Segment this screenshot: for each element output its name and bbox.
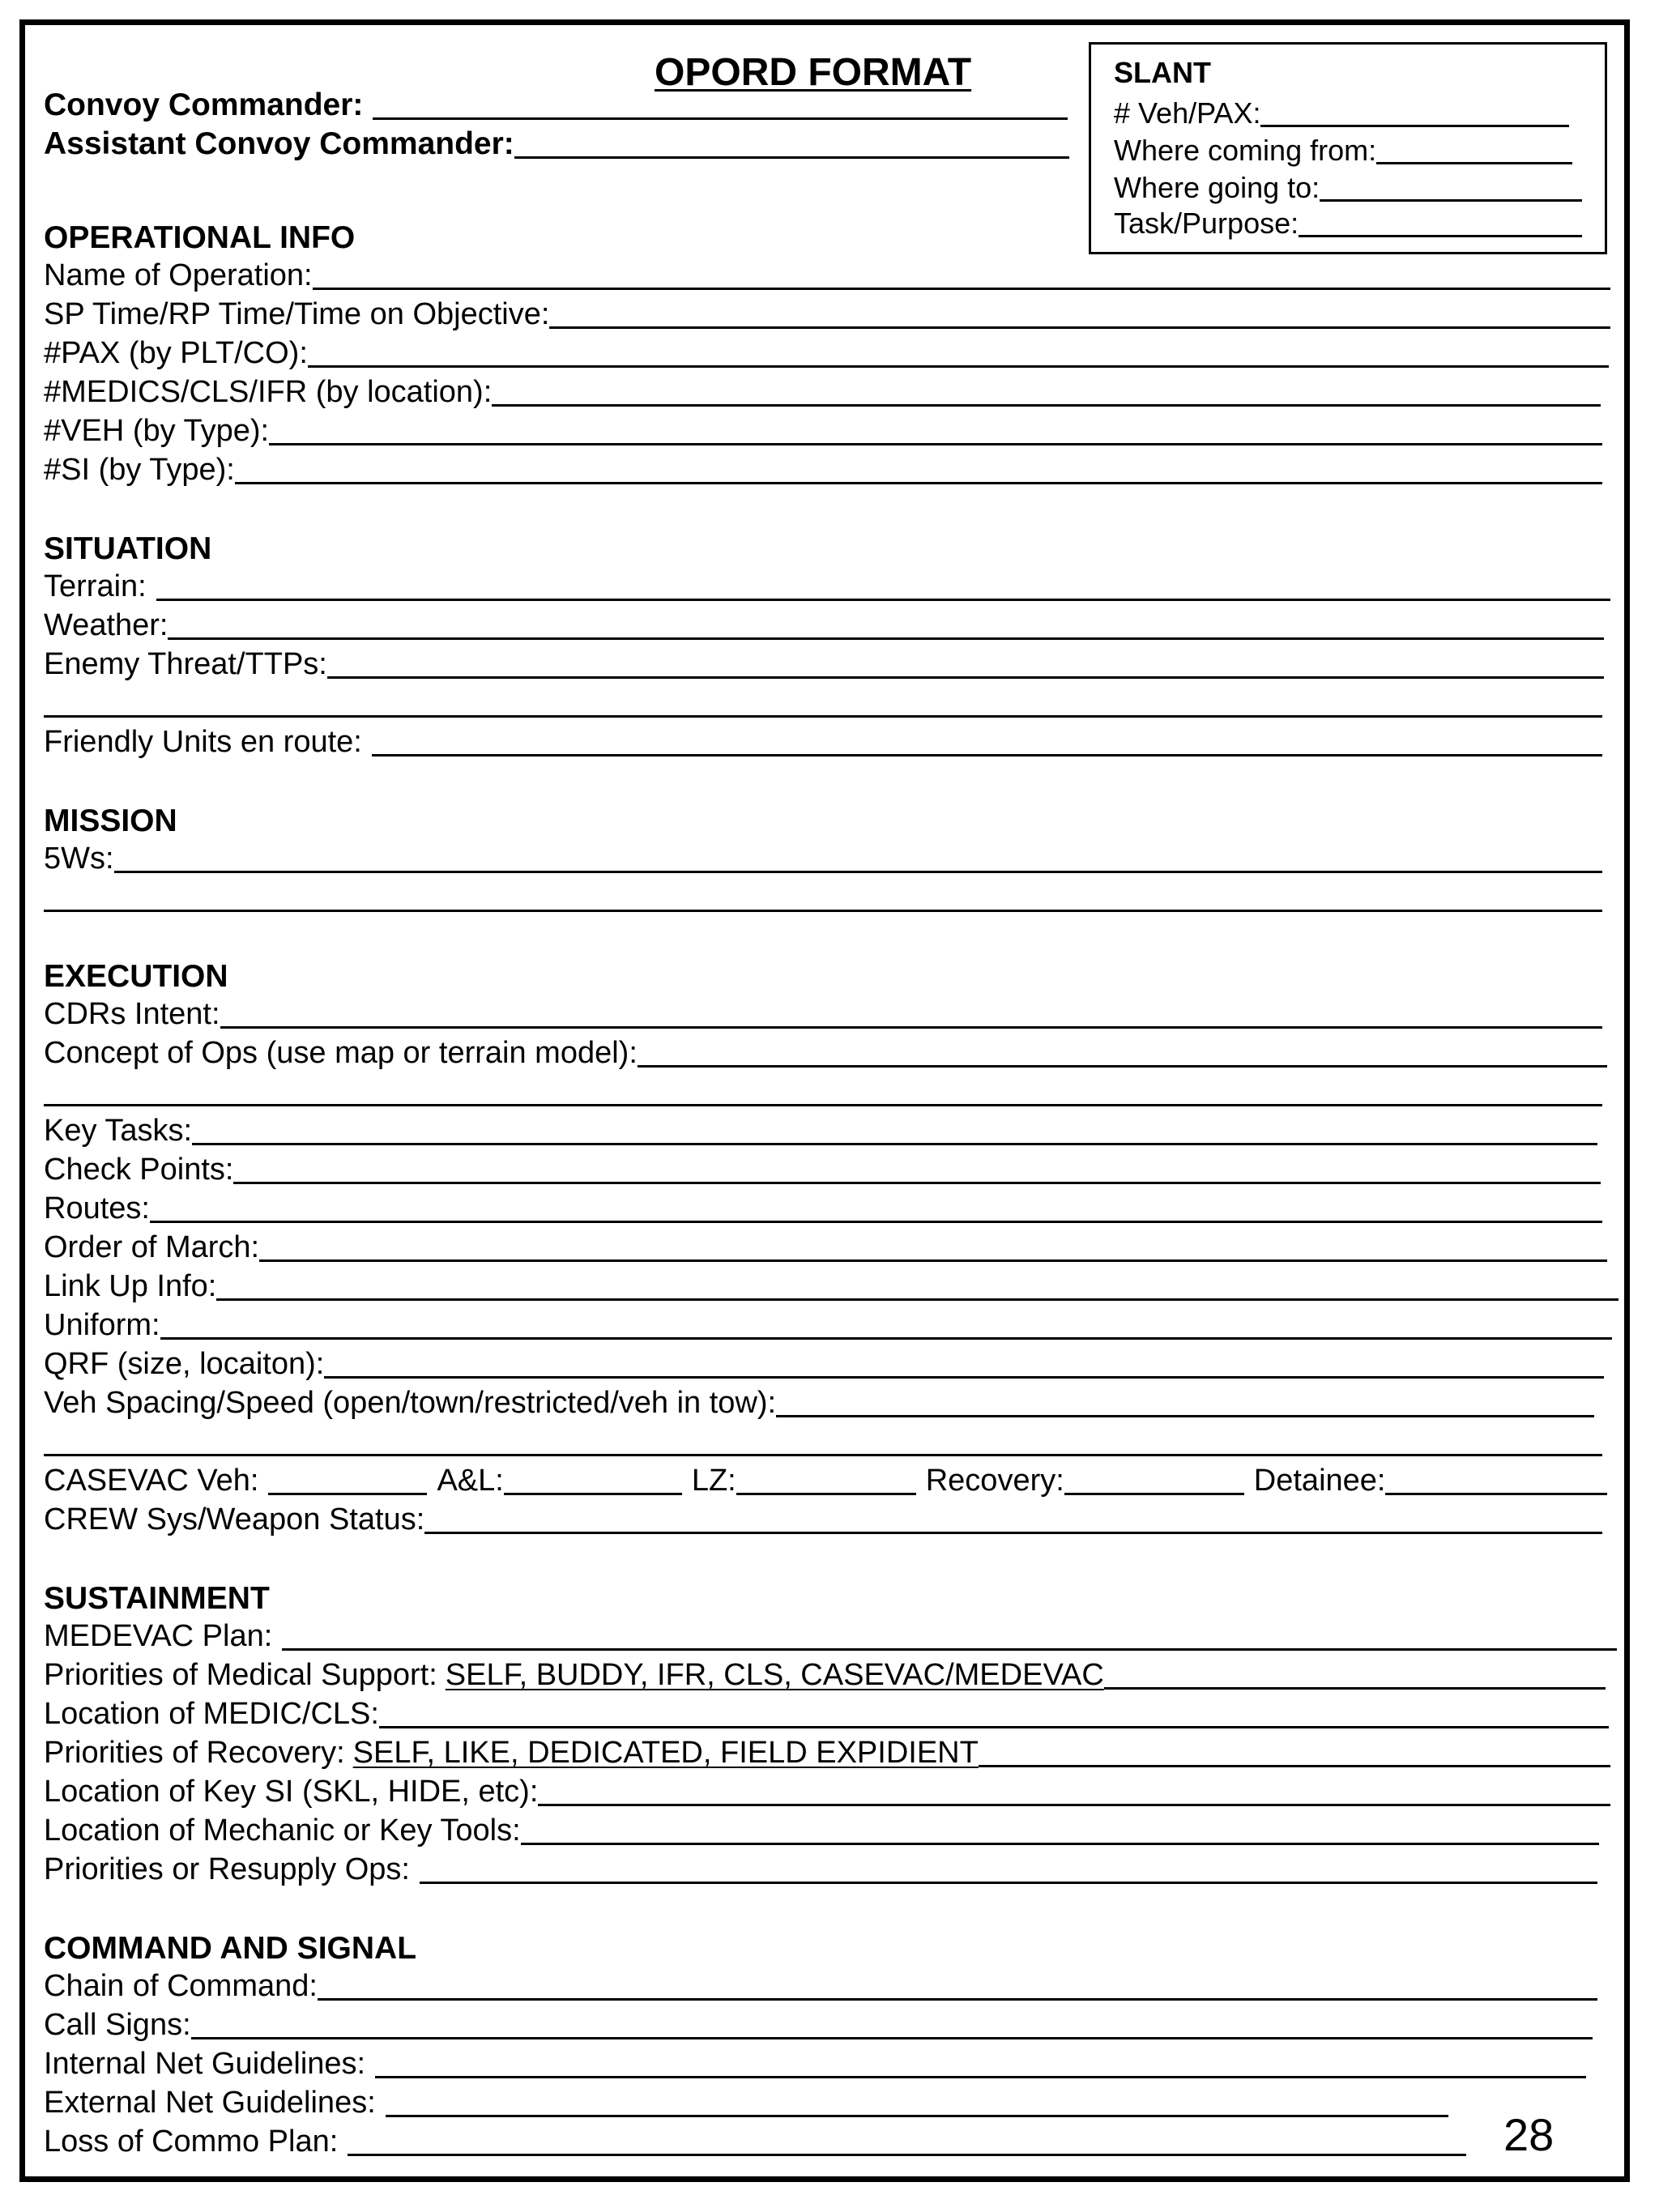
call-signs-row (44, 2007, 1593, 2043)
external-net-field[interactable] (386, 2115, 1448, 2117)
assistant-convoy-commander-label: Assistant Convoy Commander: (44, 126, 514, 161)
priorities-resupply-label: Priorities or Resupply Ops: (44, 1852, 410, 1886)
sp-rp-time-label: SP Time/RP Time/Time on Objective: (44, 297, 550, 331)
priorities-resupply-row (44, 1852, 1597, 1887)
call-signs-label: Call Signs: (44, 2008, 191, 2042)
slant-title: SLANT (1114, 56, 1211, 89)
qrf-field[interactable] (324, 1376, 1604, 1379)
name-of-operation-label: Name of Operation: (44, 258, 313, 292)
chain-of-command-label: Chain of Command: (44, 1969, 318, 2003)
weather-row (44, 607, 1604, 643)
priorities-medical-value: SELF, BUDDY, IFR, CLS, CASEVAC/MEDEVAC (445, 1658, 1104, 1692)
medics-field[interactable] (492, 404, 1601, 407)
link-up-info-field[interactable] (216, 1298, 1618, 1301)
pax-row (44, 335, 1609, 371)
crew-sys-field[interactable] (424, 1532, 1602, 1534)
recovery-label: Recovery: (925, 1464, 1064, 1498)
order-of-march-row (44, 1230, 1607, 1265)
slant-task-purpose-row (1114, 205, 1582, 241)
veh-spacing-row (44, 1385, 1594, 1421)
enemy-threat-label: Enemy Threat/TTPs: (44, 647, 327, 681)
external-net-row (44, 2085, 1448, 2120)
concept-of-ops-continuation-field[interactable] (44, 1104, 1602, 1106)
operational-info-heading: OPERATIONAL INFO (44, 220, 356, 255)
medevac-plan-field[interactable] (282, 1648, 1617, 1651)
cdrs-intent-label: CDRs Intent: (44, 997, 220, 1031)
weather-label: Weather: (44, 608, 168, 642)
medevac-plan-label: MEDEVAC Plan: (44, 1619, 273, 1653)
detainee-label: Detainee: (1253, 1464, 1386, 1498)
location-mechanic-label: Location of Mechanic or Key Tools: (44, 1813, 521, 1848)
order-of-march-field[interactable] (259, 1259, 1607, 1262)
location-key-si-label: Location of Key SI (SKL, HIDE, etc): (44, 1775, 539, 1809)
loss-of-commo-label: Loss of Commo Plan: (44, 2125, 339, 2159)
friendly-units-label: Friendly Units en route: (44, 725, 362, 759)
priorities-medical-row (44, 1657, 1606, 1693)
location-medic-row (44, 1696, 1609, 1732)
loss-of-commo-field[interactable] (348, 2154, 1466, 2156)
qrf-row (44, 1346, 1604, 1382)
name-of-operation-row (44, 258, 1610, 293)
casevac-row (44, 1463, 1607, 1498)
enemy-threat-field[interactable] (327, 676, 1604, 679)
call-signs-field[interactable] (191, 2037, 1593, 2039)
lz-field[interactable] (736, 1493, 916, 1495)
casevac-veh-label: CASEVAC Veh: (44, 1464, 259, 1498)
five-ws-field[interactable] (114, 871, 1602, 873)
si-label: #SI (by Type): (44, 453, 235, 487)
page-number: 28 (1503, 2109, 1555, 2160)
slant-box (1089, 42, 1607, 254)
location-key-si-field[interactable] (538, 1804, 1610, 1806)
chain-of-command-field[interactable] (318, 1998, 1597, 2001)
veh-field[interactable] (269, 443, 1602, 445)
external-net-label: External Net Guidelines: (44, 2086, 376, 2120)
si-row (44, 452, 1602, 488)
form-title: OPORD FORMAT (655, 51, 972, 94)
a-and-l-field[interactable] (504, 1493, 682, 1495)
key-tasks-row (44, 1113, 1597, 1149)
key-tasks-label: Key Tasks: (44, 1114, 193, 1148)
veh-spacing-field[interactable] (776, 1415, 1594, 1417)
slant-going-to-label: Where going to: (1114, 171, 1320, 204)
priorities-medical-label: Priorities of Medical Support: (44, 1658, 437, 1692)
a-and-l-label: A&L: (437, 1464, 504, 1498)
detainee-field[interactable] (1385, 1493, 1607, 1495)
mission-heading: MISSION (44, 803, 177, 838)
priorities-recovery-row (44, 1735, 1610, 1771)
convoy-commander-field[interactable] (373, 117, 1068, 120)
slant-coming-from-field[interactable] (1376, 162, 1572, 164)
key-tasks-field[interactable] (192, 1143, 1597, 1145)
internal-net-label: Internal Net Guidelines: (44, 2047, 366, 2081)
friendly-units-field[interactable] (372, 754, 1602, 757)
uniform-row (44, 1307, 1612, 1343)
concept-of-ops-label: Concept of Ops (use map or terrain model): (44, 1036, 638, 1070)
slant-coming-from-row (1114, 132, 1572, 168)
location-mechanic-row (44, 1813, 1599, 1848)
veh-spacing-continuation-row (44, 1424, 1602, 1460)
priorities-medical-field[interactable] (1104, 1687, 1606, 1690)
five-ws-row (44, 841, 1602, 876)
veh-row (44, 413, 1602, 449)
recovery-field[interactable] (1064, 1493, 1244, 1495)
sp-rp-time-row (44, 296, 1610, 332)
pax-label: #PAX (by PLT/CO): (44, 336, 308, 370)
slant-task-purpose-field[interactable] (1299, 235, 1582, 237)
enemy-threat-continuation-row (44, 685, 1602, 721)
priorities-recovery-label: Priorities of Recovery: (44, 1736, 345, 1770)
slant-veh-pax-field[interactable] (1260, 125, 1569, 127)
five-ws-continuation-field[interactable] (44, 910, 1602, 912)
cdrs-intent-field[interactable] (220, 1026, 1602, 1029)
terrain-label: Terrain: (44, 569, 147, 603)
assistant-convoy-commander-field[interactable] (514, 156, 1069, 159)
medics-label: #MEDICS/CLS/IFR (by location): (44, 375, 493, 409)
sp-rp-time-field[interactable] (549, 326, 1610, 329)
check-points-label: Check Points: (44, 1153, 234, 1187)
slant-coming-from-label: Where coming from: (1114, 134, 1377, 167)
convoy-commander-row (44, 87, 1068, 123)
location-key-si-row (44, 1774, 1610, 1809)
concept-of-ops-row (44, 1035, 1607, 1071)
chain-of-command-row (44, 1968, 1597, 2004)
command-and-signal-heading: COMMAND AND SIGNAL (44, 1931, 417, 1966)
casevac-veh-field[interactable] (268, 1493, 427, 1495)
routes-field[interactable] (150, 1221, 1602, 1223)
slant-task-purpose-label: Task/Purpose: (1114, 207, 1299, 240)
priorities-recovery-field[interactable] (979, 1765, 1610, 1767)
cdrs-intent-row (44, 996, 1602, 1032)
situation-heading: SITUATION (44, 531, 212, 566)
slant-veh-pax-label: # Veh/PAX: (1114, 96, 1261, 130)
location-medic-label: Location of MEDIC/CLS: (44, 1697, 379, 1731)
assistant-convoy-commander-row (44, 126, 1069, 162)
friendly-units-row (44, 724, 1602, 760)
veh-label: #VEH (by Type): (44, 414, 270, 448)
location-medic-field[interactable] (379, 1726, 1609, 1728)
five-ws-continuation-row (44, 880, 1602, 915)
priorities-resupply-field[interactable] (420, 1882, 1597, 1884)
crew-sys-row (44, 1502, 1602, 1537)
sustainment-heading: SUSTAINMENT (44, 1581, 270, 1616)
enemy-threat-row (44, 646, 1604, 682)
uniform-label: Uniform: (44, 1308, 160, 1342)
slant-going-to-field[interactable] (1320, 199, 1582, 202)
weather-field[interactable] (168, 637, 1604, 640)
internal-net-row (44, 2046, 1586, 2082)
medevac-plan-row (44, 1618, 1617, 1654)
order-of-march-label: Order of March: (44, 1230, 260, 1264)
veh-spacing-label: Veh Spacing/Speed (open/town/restricted/veh in tow): (44, 1386, 777, 1420)
qrf-label: QRF (size, locaiton): (44, 1347, 325, 1381)
lz-label: LZ: (691, 1464, 736, 1498)
check-points-field[interactable] (233, 1182, 1601, 1184)
si-field[interactable] (235, 482, 1602, 484)
five-ws-label: 5Ws: (44, 842, 114, 876)
link-up-info-label: Link Up Info: (44, 1269, 217, 1303)
veh-spacing-continuation-field[interactable] (44, 1454, 1602, 1456)
concept-of-ops-field[interactable] (638, 1065, 1607, 1068)
slant-veh-pax-row (1114, 95, 1569, 130)
link-up-info-row (44, 1268, 1618, 1304)
routes-row (44, 1191, 1602, 1226)
priorities-recovery-value: SELF, LIKE, DEDICATED, FIELD EXPIDIENT (352, 1736, 979, 1770)
terrain-row (44, 569, 1610, 604)
concept-of-ops-continuation-row (44, 1074, 1602, 1110)
terrain-field[interactable] (156, 599, 1610, 601)
convoy-commander-label: Convoy Commander: (44, 87, 364, 122)
enemy-threat-continuation-field[interactable] (44, 715, 1602, 718)
crew-sys-label: CREW Sys/Weapon Status: (44, 1502, 425, 1536)
medics-row (44, 374, 1601, 410)
pax-field[interactable] (308, 365, 1609, 368)
name-of-operation-field[interactable] (313, 288, 1610, 290)
routes-label: Routes: (44, 1191, 150, 1225)
execution-heading: EXECUTION (44, 959, 228, 994)
internal-net-field[interactable] (375, 2076, 1586, 2078)
location-mechanic-field[interactable] (521, 1843, 1599, 1845)
loss-of-commo-row (44, 2124, 1466, 2159)
slant-going-to-row (1114, 169, 1582, 205)
uniform-field[interactable] (160, 1337, 1612, 1340)
check-points-row (44, 1152, 1601, 1187)
